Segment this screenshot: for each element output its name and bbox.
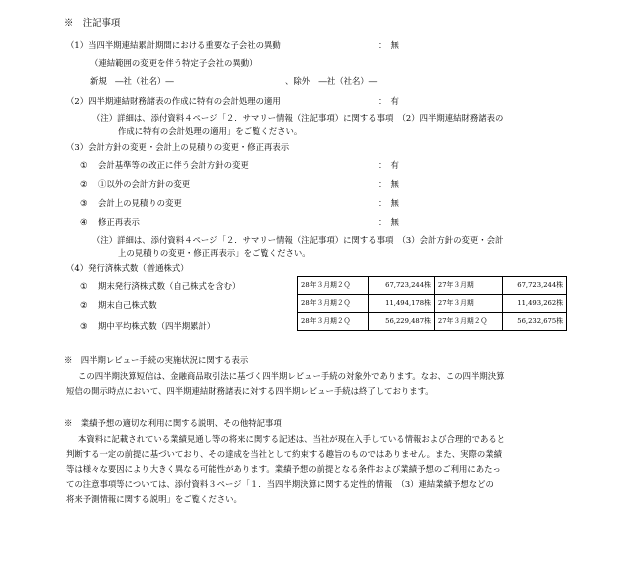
row-1-period-current: 28年３月期２Ｑ <box>298 277 369 295</box>
forecast-line-3: 等は様々な要因により大きく異なる可能性があります。業績予想の前提となる条件および業績予想のご利用にあたっ <box>66 464 501 474</box>
s3-item-3-label: 会計上の見積りの変更 <box>98 198 182 208</box>
row-2-value-prior: 11,493,262株 <box>502 295 566 313</box>
s4-row-1-num: ① <box>80 281 88 291</box>
s3-item-2-answer: ： 無 <box>378 179 399 189</box>
s1-new: 新規 ―社（社名）― <box>90 76 174 86</box>
s4-title: （4）発行済株式数（普通株式） <box>66 263 189 273</box>
review-title: ※ 四半期レビュー手続の実施状況に関する表示 <box>64 355 249 365</box>
row-2-value-current: 11,494,178株 <box>369 295 435 313</box>
main-title: ※ 注記事項 <box>64 18 121 29</box>
row-3-value-prior: 56,232,675株 <box>502 313 566 331</box>
s3-item-1-label: 会計基準等の改正に伴う会計方針の変更 <box>98 160 249 170</box>
s2-note-line-1: （注）詳細は、添付資料４ページ「２．サマリー情報（注記事項）に関する事項 （2）四半期連結財務諸表の <box>92 113 504 123</box>
s2-note-line-2: 作成に特有の会計処理の適用」をご覧ください。 <box>118 126 303 136</box>
s3-item-4-answer: ： 無 <box>378 217 399 227</box>
review-line-2: 短信の開示時点において、四半期連結財務諸表に対する四半期レビュー手続は終了しております。 <box>66 386 434 396</box>
s1-title: （1）当四半期連結累計期間における重要な子会社の異動 <box>66 40 281 50</box>
row-3-period-prior: 27年３月期２Ｑ <box>434 313 502 331</box>
s3-item-2-label: ①以外の会計方針の変更 <box>98 179 191 189</box>
table-row <box>298 313 567 331</box>
forecast-line-2: 判断する一定の前提に基づいており、その達成を当社として約束する趣旨のものではありません。また、実際の業績 <box>66 449 502 459</box>
s1-sub: （連結範囲の変更を伴う特定子会社の異動） <box>90 58 258 68</box>
s4-row-1-label: 期末発行済株式数（自己株式を含む） <box>98 281 241 291</box>
row-1-value-current: 67,723,244株 <box>369 277 435 295</box>
s1-exclusion: 、除外 ―社（社名）― <box>285 76 378 86</box>
review-line-1: この四半期決算短信は、金融商品取引法に基づく四半期レビュー手続の対象外であります。なお、この四半期決算 <box>78 371 505 381</box>
row-2-period-prior: 27年３月期 <box>434 295 502 313</box>
s4-row-2-label: 期末自己株式数 <box>98 300 157 310</box>
s4-row-3-label: 期中平均株式数（四半期累計） <box>98 321 216 331</box>
row-1-period-prior: 27年３月期 <box>434 277 502 295</box>
s3-title: （3）会計方針の変更・会計上の見積りの変更・修正再表示 <box>66 142 290 152</box>
forecast-title: ※ 業績予想の適切な利用に関する説明、その他特記事項 <box>64 418 282 428</box>
s3-note-line-1: （注）詳細は、添付資料４ページ「２．サマリー情報（注記事項）に関する事項 （3）会計方針の変更・会計 <box>92 235 504 245</box>
table-row <box>298 277 567 295</box>
row-3-period-current: 28年３月期２Ｑ <box>298 313 369 331</box>
shares-table <box>297 276 567 331</box>
s1-answer: ： 無 <box>378 40 399 50</box>
s3-item-3-num: ③ <box>80 198 88 208</box>
table-row <box>298 295 567 313</box>
s2-answer: ： 有 <box>378 96 399 106</box>
s4-row-2-num: ② <box>80 300 88 310</box>
row-1-value-prior: 67,723,244株 <box>502 277 566 295</box>
s4-row-3-num: ③ <box>80 321 88 331</box>
s2-title: （2）四半期連結財務諸表の作成に特有の会計処理の適用 <box>66 96 281 106</box>
s3-item-1-answer: ： 有 <box>378 160 399 170</box>
forecast-line-4: ての注意事項等については、添付資料３ページ「１．当四半期決算に関する定性的情報 （3）連結業績予想などの <box>66 479 494 489</box>
s3-item-4-label: 修正再表示 <box>98 217 140 227</box>
row-3-value-current: 56,229,487株 <box>369 313 435 331</box>
forecast-line-1: 本資料に記載されている業績見通し等の将来に関する記述は、当社が現在入手している情報および合理的であると <box>78 434 506 444</box>
forecast-line-5: 将来予測情報に関する説明」をご覧ください。 <box>66 494 242 504</box>
s3-item-2-num: ② <box>80 179 88 189</box>
s3-item-3-answer: ： 無 <box>378 198 399 208</box>
row-2-period-current: 28年３月期２Ｑ <box>298 295 369 313</box>
s3-item-1-num: ① <box>80 160 88 170</box>
s3-item-4-num: ④ <box>80 217 88 227</box>
s3-note-line-2: 上の見積りの変更・修正再表示」をご覧ください。 <box>118 248 311 258</box>
